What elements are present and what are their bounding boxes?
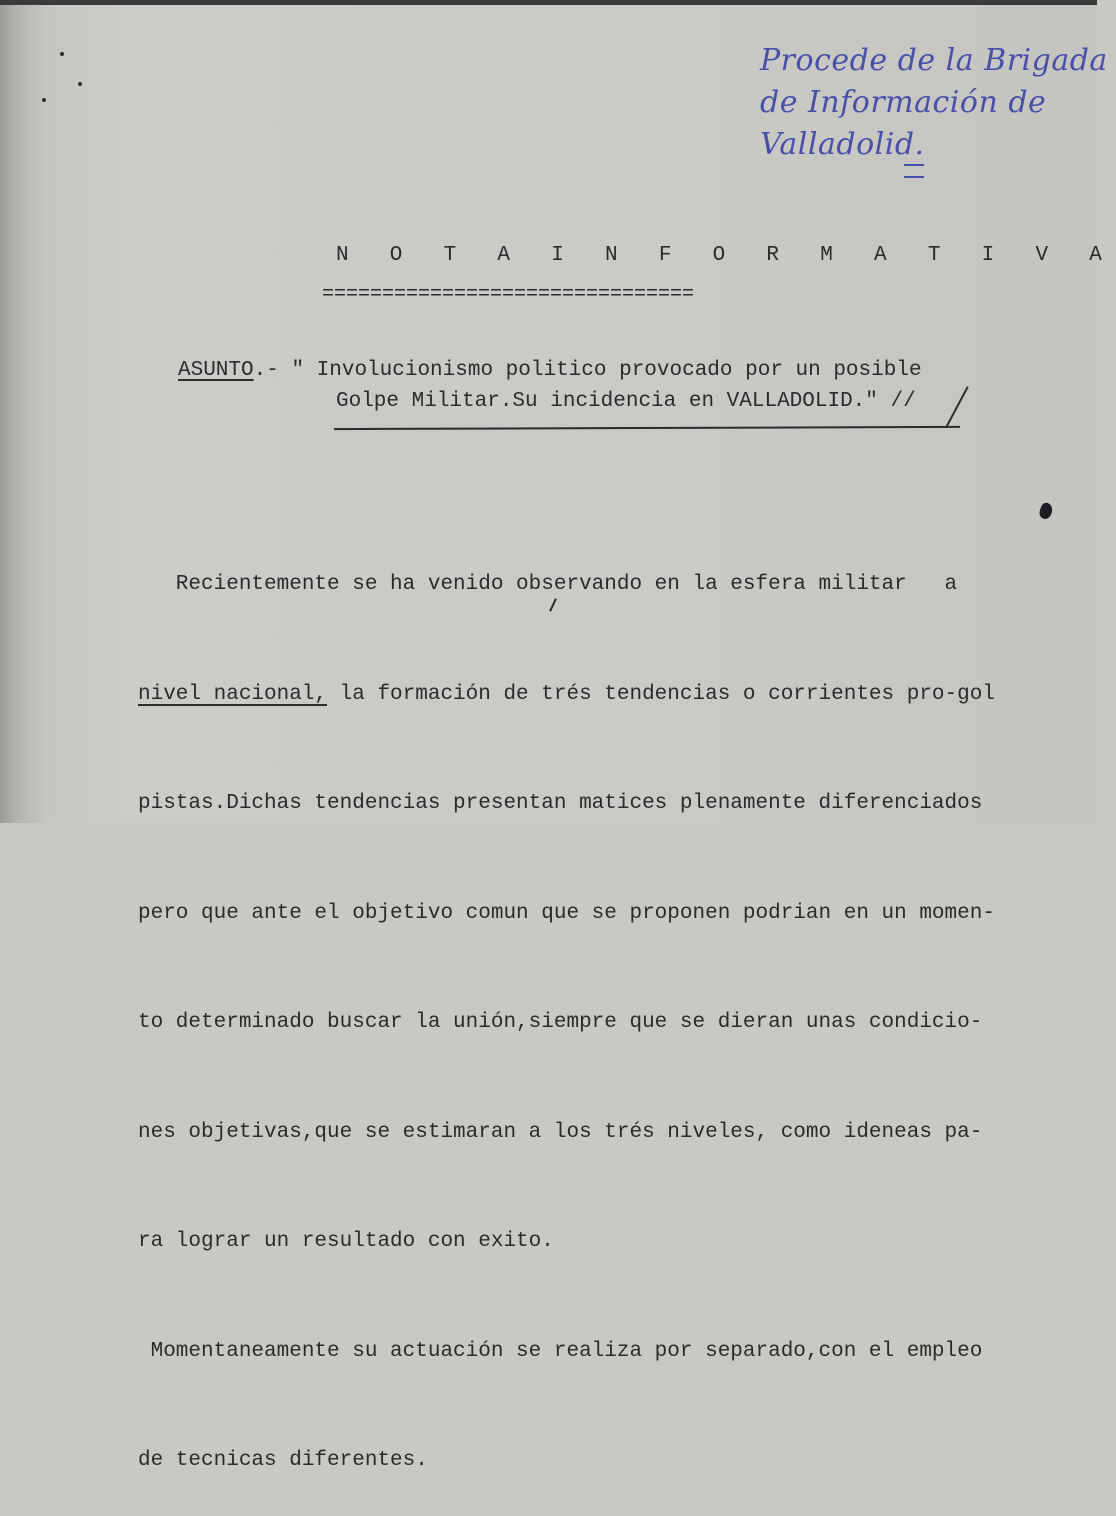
document-body bbox=[138, 494, 1098, 1516]
handwritten-annotation bbox=[760, 40, 1108, 166]
subject-separator: .- bbox=[253, 359, 292, 382]
document-title: N O T A I N F O R M A T I V A bbox=[336, 244, 1116, 267]
body-line: to determinado buscar la unión,siempre que se dieran unas condicio- bbox=[138, 1011, 983, 1034]
body-line: de tecnicas diferentes. bbox=[138, 1449, 428, 1472]
subject-line-2: Golpe Militar.Su incidencia en VALLADOLID." // bbox=[336, 390, 916, 413]
ink-speck bbox=[60, 52, 64, 56]
ink-speck bbox=[78, 82, 82, 86]
subject-text-1: " Involucionismo politico provocado por un posible bbox=[291, 359, 922, 382]
title-double-rule: =============================== bbox=[322, 283, 695, 306]
body-line-rest: la formación de trés tendencias o corrientes pro-gol bbox=[327, 682, 995, 706]
body-line bbox=[138, 677, 1098, 714]
body-line: pero que ante el objetivo comun que se proponen podrian en un momen- bbox=[138, 901, 995, 925]
body-line: ra lograr un resultado con exito. bbox=[138, 1230, 554, 1253]
body-line: nes objetivas,que se estimaran a los trés niveles, como ideneas pa- bbox=[138, 1120, 983, 1144]
subject-label: ASUNTO bbox=[178, 359, 254, 382]
body-line: Momentaneamente su actuación se realiza por separado,con el empleo bbox=[138, 1339, 983, 1363]
annotation-line: Valladolid. bbox=[760, 127, 925, 162]
body-line: pistas.Dichas tendencias presentan matices plenamente diferenciados bbox=[138, 792, 983, 815]
ink-speck bbox=[42, 98, 46, 102]
page-top-edge bbox=[0, 0, 1097, 5]
underlined-phrase: nivel nacional, bbox=[138, 682, 328, 706]
annotation-line: de Información de bbox=[760, 85, 1047, 120]
body-line: Recientemente se ha venido observando en la esfera militar a bbox=[138, 573, 958, 596]
annotation-line: Procede de la Brigada bbox=[760, 43, 1108, 78]
handwritten-double-underline-mark bbox=[904, 164, 924, 178]
subject-line-1 bbox=[178, 352, 922, 390]
